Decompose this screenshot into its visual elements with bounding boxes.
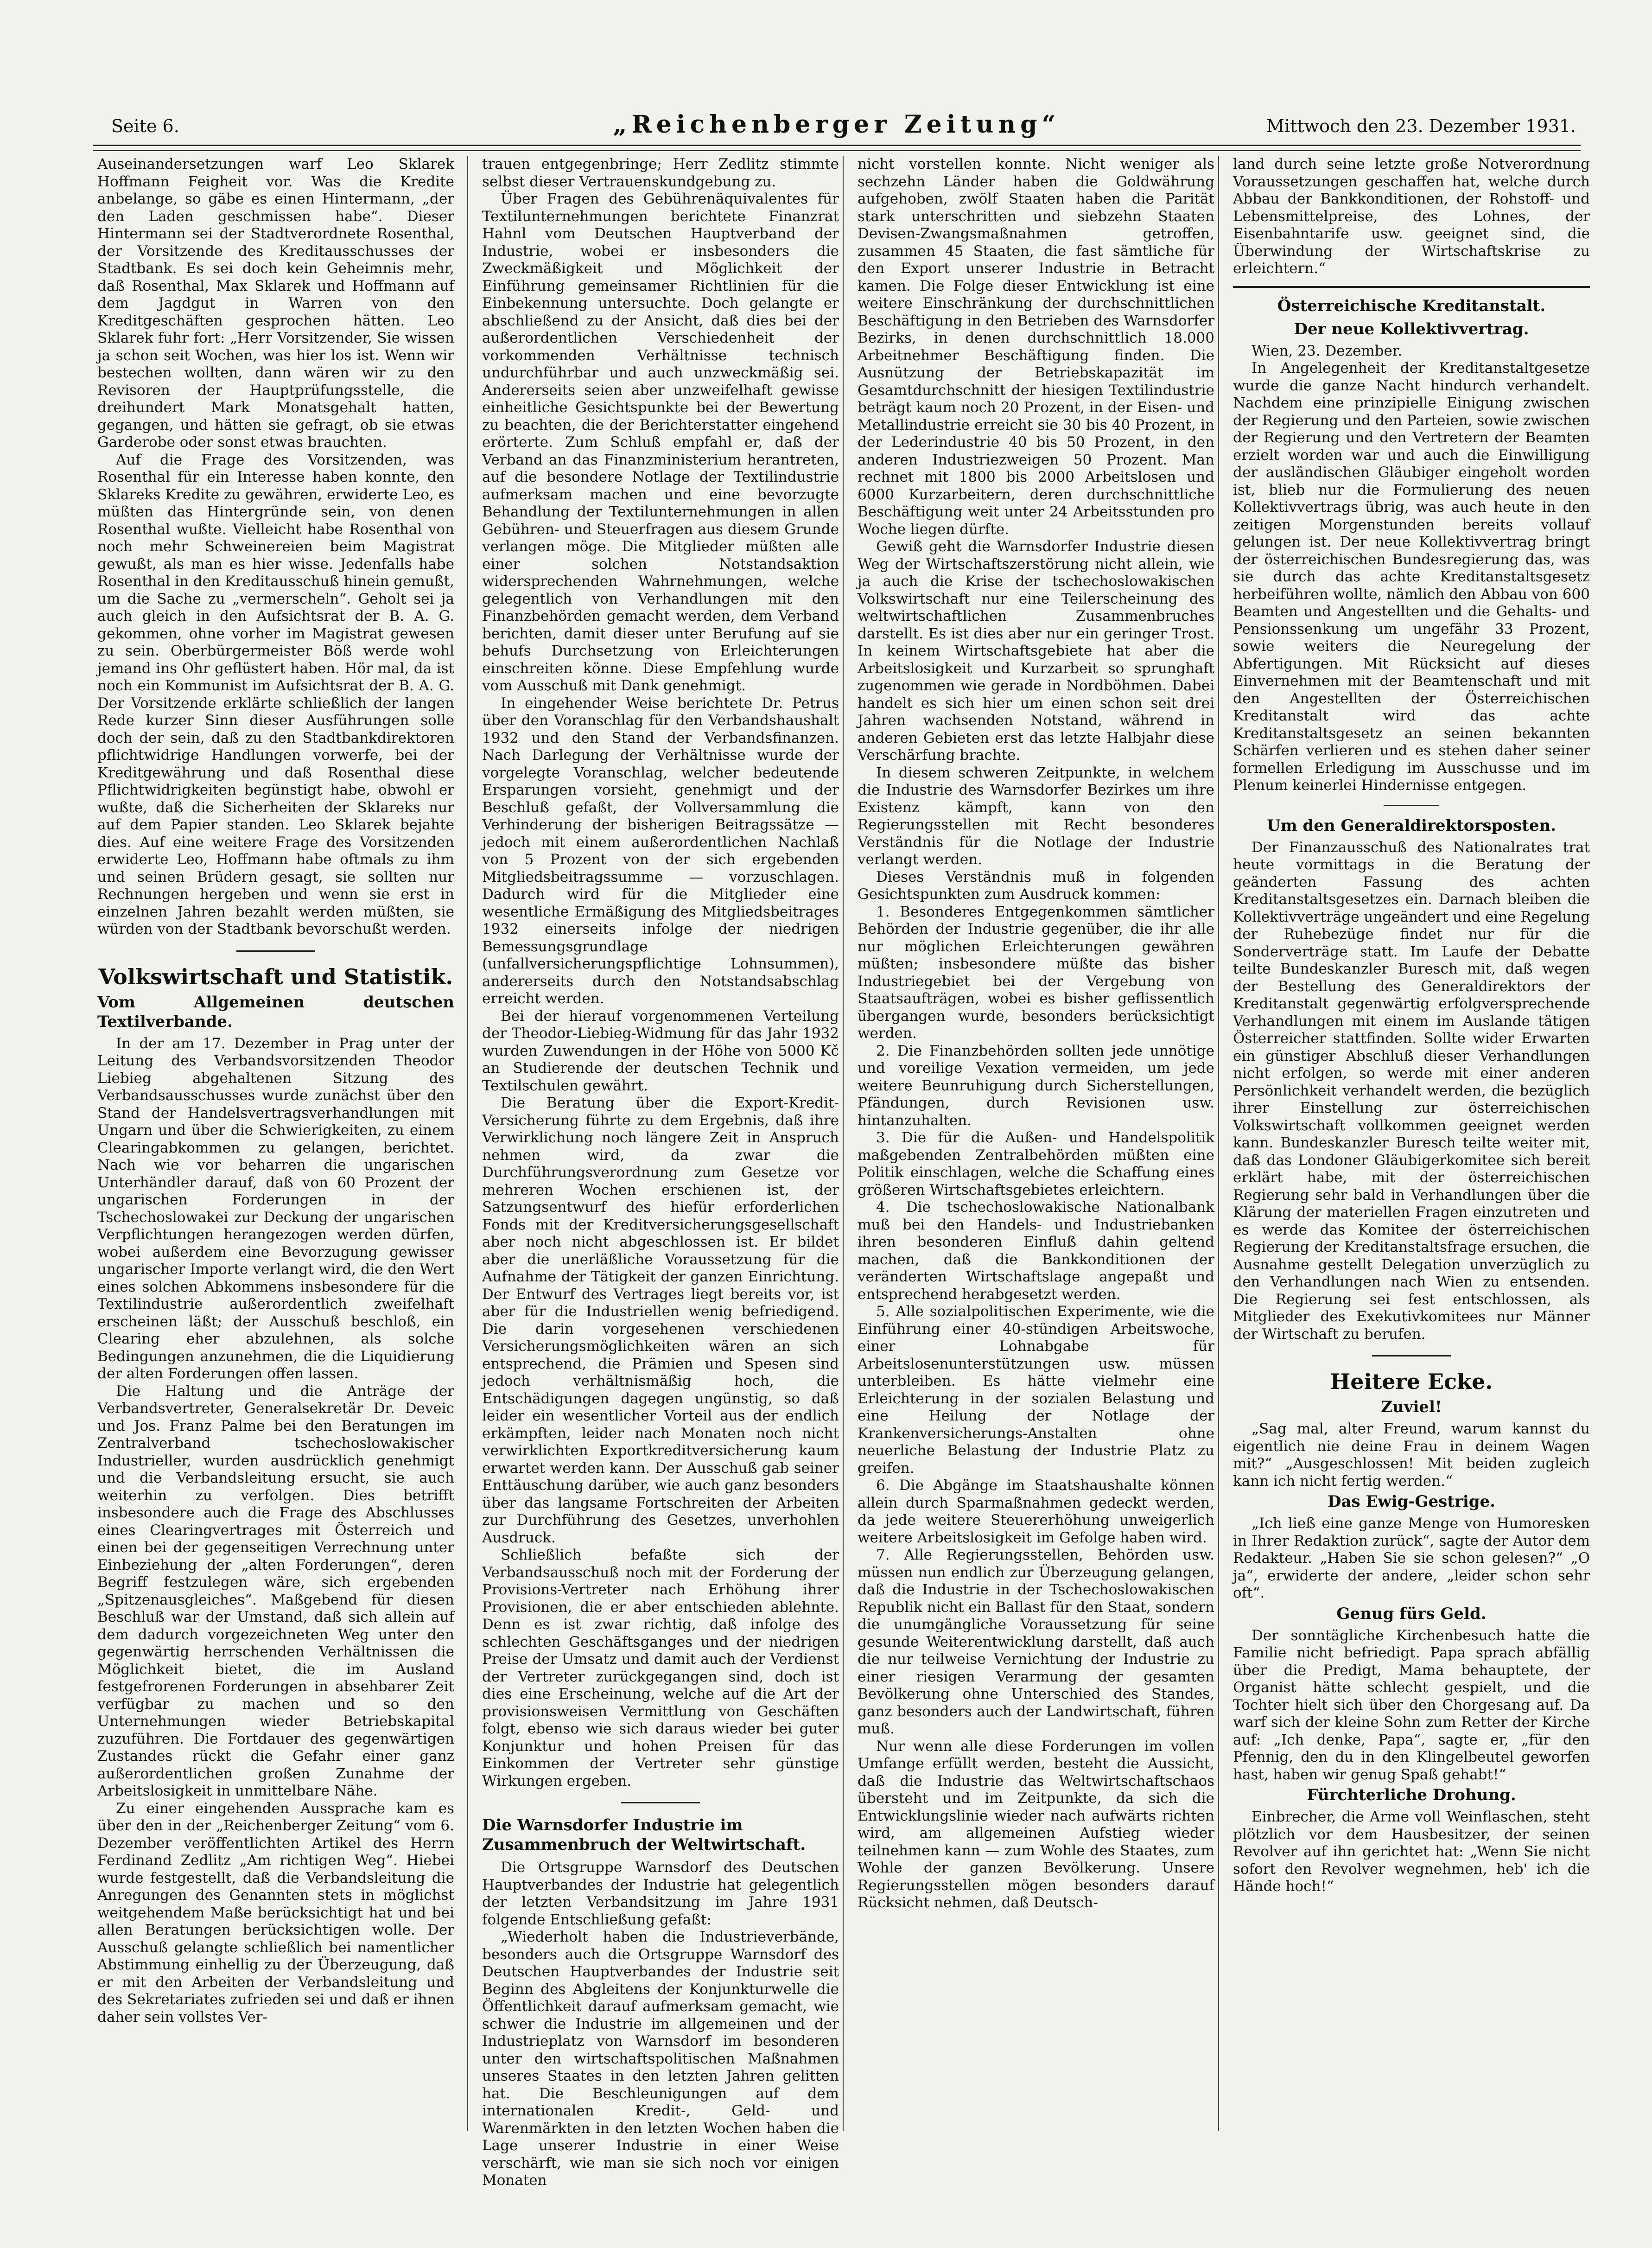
anecdote-title: Das Ewig-Gestrige. <box>1327 1492 1496 1511</box>
anecdote-text: „Ich ließ eine ganze Menge von Humoresken in Ihrer Redaktion zurück“, sagte der Autor dem Redakteur. „Haben Sie sie schon gelesen?“ „O ja“, erwiderte der andere, „leider schon sehr oft“. <box>1233 1515 1590 1601</box>
column-4 <box>1233 156 1590 2135</box>
list-item: 5. Alle sozialpolitischen Experimente, wie die Einführung einer 40-stündigen Arbeitswoche, einer Lohnabgabe für Arbeitslosenunterstützungen usw. müssen unterbleiben. Es hätte vielmehr eine Erleichterung in der sozialen Belastung und eine Heilung der Notlage der Krankenversicherungs-Anstalten ohne neuerliche Belastung der Industrie Platz zu greifen. <box>858 1303 1214 1477</box>
anecdote-title: Zuviel! <box>1381 1398 1442 1416</box>
list-item: 3. Die für die Außen- und Handelspolitik maßgebenden Zentralbehörden müßten eine Politik einschlagen, welche die Schaffung eines größeren Wirtschaftsgebietes erleichtern. <box>858 1129 1214 1198</box>
paragraph: Dieses Verständnis muß in folgenden Gesichtspunkten zum Ausdruck kommen: <box>858 868 1214 903</box>
article-subtitle: Der neue Kollektivvertrag. <box>1294 319 1529 338</box>
paragraph: Über Fragen des Gebührenäquivalentes für Textilunternehmungen berichtete Finanzrat Hahnl vom Deutschen Hauptverband der Industrie, wobei er insbesonders die Zweckmäßigkeit und Möglichkeit der Einführung gemeinsamer Richtlinien für die Einbekennung untersuchte. Doch gelangte er abschließend zu der Ansicht, daß dies bei der außerordentlichen Verschiedenheit der vorkommenden Verhältnisse technisch undurchführbar und auch unzweckmäßig sei. Andererseits seien aber unzweifelhaft gewisse einheitliche Gesichtspunkte bei der Bewertung zu beachten, die der Berichterstatter eingehend erörterte. Zum Schluß empfahl er, daß der Verband an das Finanzministerium herantreten, auf die besondere Notlage der Textilindustrie aufmerksam machen und eine bevorzugte Behandlung der Textilunternehmungen in allen Gebühren- und Steuerfragen aus diesem Grunde verlangen möge. Die Mitglieder müßten alle einer solchen Notstandsaktion widersprechenden Wahrnehmungen, welche gelegentlich von Verhandlungen mit den Finanzbehörden gemacht werden, dem Verband berichten, damit dieser unter Berufung auf sie behufs Durchsetzung von Erleichterungen einschreiten könne. Diese Empfehlung wurde vom Ausschuß mit Dank genehmigt. <box>482 191 839 694</box>
paragraph: Die Haltung und die Anträge der Verbandsvertreter, Generalsekretär Dr. Deveic und Jos. Franz Palme bei den Beratungen im Zentralverband tschechoslowakischer Industrieller, wurden ausdrücklich genehmigt und die Verbandsleitung ersucht, sie auch weiterhin zu verfolgen. Dies betrifft insbesondere auch die Frage des Abschlusses eines Clearingvertrages mit Österreich und einen bei der gegenseitigen Verrechnung unter Einbeziehung der „alten Forderungen“, deren Begriff festzulegen wäre, sich ergebenden „Spitzenausgleiches“. Maßgebend für diesen Beschluß war der Umstand, daß sich allein auf dem dadurch vorgezeichneten Weg unter den gegenwärtig herrschenden Verhältnissen die Möglichkeit bietet, die im Ausland festgefrorenen Forderungen in absehbarer Zeit verfügbar zu machen und so den Unternehmungen wieder Betriebskapital zuzuführen. Die Fortdauer des gegenwärtigen Zustandes rückt die Gefahr einer ganz außerordentlichen großen Zunahme der Arbeitslosigkeit in unmittelbare Nähe. <box>97 1382 454 1799</box>
paragraph: Auf die Frage des Vorsitzenden, was Rosenthal für ein Interesse haben konnte, den Sklareks Kredite zu gewähren, erwiderte Leo, es müßten das Hintergründe sein, von denen Rosenthal wußte. Vielleicht habe Rosenthal von noch mehr Schweinereien beim Magistrat gewußt, als man es hier wisse. Jedenfalls habe Rosenthal in den Kreditausschuß hinein gemußt, um die Sache zu „vermerscheln“. Geholt sei ja auch gleich in den Aufsichtsrat der B. A. G. gekommen, ohne vorher im Magistrat gewesen zu sein. Oberbürgermeister Böß werde wohl jemand ins Ohr geflüstert haben. Hör mal, da ist noch ein Kommunist im Aufsichtsrat der B. A. G. Der Vorsitzende erklärte schließlich der langen Rede kurzer Sinn dieser Ausführungen solle doch der sein, daß zu den Stadtbankdirektoren pflichtwidrige Handlungen vorwerfe, bei der Kreditgewährung und daß Rosenthal diese Pflichtwidrigkeiten begünstigt habe, obwohl er wußte, daß die Sicherheiten der Sklareks nur auf dem Papier standen. Leo Sklarek bejahte dies. Auf eine weitere Frage des Vorsitzenden erwiderte Leo, Hoffmann habe oftmals zu ihm und seinen Brüdern gesagt, sie sollten nur Rechnungen hergeben und wenn sie erst in einzelnen Jahren bezahlt werden müßten, sie würden von der Stadtbank bevorschußt werden. <box>97 451 454 937</box>
dateline: Wien, 23. Dezember. <box>1252 342 1403 359</box>
article-title: Um den Generaldirektorsposten. <box>1266 816 1557 835</box>
anecdote-title: Genug fürs Geld. <box>1336 1604 1487 1623</box>
paragraph: In eingehender Weise berichtete Dr. Petrus über den Voranschlag für den Verbandshaushalt 1932 und den Stand der Verbandsfinanzen. Nach Darlegung der Verhältnisse wurde der vorgelegte Voranschlag, welcher bedeutende Ersparungen vorsieht, genehmigt und der Beschluß gefaßt, der Vollversammlung die Verhinderung der bisherigen Beitragssätze — jedoch mit einem außerordentlichen Nachlaß von 5 Prozent von der sich ergebenden Mitgliedsbeitragssumme — vorzuschlagen. Dadurch wird für die Mitglieder eine wesentliche Ermäßigung des Mitgliedsbeitrages 1932 einerseits infolge der niedrigen Bemessungsgrundlage (unfallversicherungspflichtige Lohnsummen), andererseits durch den Notstandsabschlag erreicht werden. <box>482 694 839 1007</box>
issue-date: Mittwoch den 23. Dezember 1931. <box>1266 116 1576 136</box>
separator-rule <box>1372 1355 1451 1356</box>
column-3 <box>858 156 1214 2135</box>
list-item: 1. Besonderes Entgegenkommen sämtlicher Behörden der Industrie gegenüber, die ihr alle nur möglichen Erleichterungen gewähren müßten; insbesondere müßte das bisher Industriegebiet bei der Vergebung von Staatsaufträgen, wobei es bisher geflissentlich übergangen wurde, besonders berücksichtigt werden. <box>858 903 1214 1042</box>
paragraph: Der Finanzausschuß des Nationalrates trat heute vormittags in die Beratung der geänderten Fassung des achten Kreditanstaltsgesetzes ein. Darnach bleiben die Kollektivverträge ungeändert und eine Regelung der Ruhebezüge findet nur für die Sonderverträge statt. Im Laufe der Debatte teilte Bundeskanzler Buresch mit, daß wegen der Bestellung des Generaldirektors der Kreditanstalt gegenwärtig erfolgversprechende Verhandlungen mit einem im Auslande tätigen Österreicher stattfinden. Sollte wider Erwarten ein günstiger Abschluß dieser Verhandlungen nicht erfolgen, so werde mit einer anderen Persönlichkeit verhandelt werden, die bezüglich ihrer Einstellung zur österreichischen Volkswirtschaft vollkommen geeignet werden kann. Bundeskanzler Buresch teilte weiter mit, daß das Londoner Gläubigerkomitee sich bereit erklärt habe, mit der österreichischen Regierung sehr bald in Verhandlungen über die Klärung der materiellen Fragen einzutreten und es werde das Komitee der österreichischen Regierung der Kreditanstaltsfrage ersuchen, die Ausnahme gestellt Delegation unverzüglich zu den Verhandlungen nach Wien zu entsenden. Die Regierung sei fest entschlossen, als Mitglieder des Exekutivkomitees nur Männer der Wirtschaft zu berufen. <box>1233 839 1590 1343</box>
article-title: Österreichische Kreditanstalt. <box>1277 296 1546 315</box>
paragraph: land durch seine letzte große Notverordnung Voraussetzungen geschaffen hat, welche durch Abbau der Bankkonditionen, der Rohstoff- und Lebensmittelpreise, des Lohnes, der Eisenbahntarife usw. geeignet sind, die Überwindung der Wirtschaftskrise zu erleichtern.“ <box>1233 156 1590 277</box>
section-title: Volkswirtschaft und Statistik. <box>98 964 453 989</box>
separator-rule <box>1384 805 1439 806</box>
paragraph: In diesem schweren Zeitpunkte, in welchem die Industrie des Warnsdorfer Bezirkes um ihre Existenz kämpft, kann von den Regierungsstellen mit Recht besonderes Verständnis für die Notlage der Industrie verlangt werden. <box>858 764 1214 868</box>
list-item: 7. Alle Regierungsstellen, Behörden usw. müssen nun endlich zur Überzeugung gelangen, daß die Industrie in der Tschechoslowakischen Republik nicht ein Ballast für den Staat, sondern die unumgängliche Voraussetzung für seine gesunde Weiterentwicklung darstellt, daß auch die nur teilweise Vernichtung der Industrie zu einer riesigen Verarmung der gesamten Bevölkerung ohne Unterschied des Standes, ganz besonders auch der Landwirtschaft, führen muß. <box>858 1547 1214 1737</box>
paragraph: Schließlich befaßte sich der Verbandsausschuß noch mit der Forderung der Provisions-Vertreter nach Erhöhung ihrer Provisionen, die er aber entschieden ablehnte. Denn es ist zwar richtig, daß infolge des schlechten Geschäftsganges und der niedrigen Preise der Umsatz und damit auch der Verdienst der Vertreter zurückgegangen sind, doch ist dies eine Erscheinung, welche auf die Art der provisionsweisen Vermittlung von Geschäften folgt, ebenso wie sich daraus wieder bei guter Konjunktur und hohen Preisen für das Einkommen der Vertreter sehr günstige Wirkungen ergeben. <box>482 1547 839 1789</box>
paragraph: trauen entgegenbringe; Herr Zedlitz stimmte selbst dieser Vertrauenskundgebung zu. <box>482 156 839 190</box>
list-item: 4. Die tschechoslowakische Nationalbank muß bei den Handels- und Industriebanken ihren besonderen Einfluß dahin geltend machen, daß die Bankkonditionen der veränderten Wirtschaftslage angepaßt und entsprechend herabgesetzt werden. <box>858 1199 1214 1303</box>
column-2 <box>482 156 839 2189</box>
paragraph: Auseinandersetzungen warf Leo Sklarek Hoffmann Feigheit vor. Was die Kredite anbelange, so gäbe es einen Hintermann, „der den Laden geschmissen habe“. Dieser Hintermann sei der Stadtverordnete Rosenthal, der Vorsitzende des Kreditausschusses der Stadtbank. Es sei doch kein Geheimnis mehr, daß Rosenthal, Max Sklarek und Hoffmann auf dem Jagdgut in Warren von den Kreditgeschäften gesprochen hätten. Leo Sklarek fuhr fort: „Herr Vorsitzender, Sie wissen ja schon seit Wochen, was hier los ist. Wenn wir bestechen wollten, dann wären wir zu den Revisoren der Hauptprüfungsstelle, die dreihundert Mark Monatsgehalt hatten, gegangen, und hätten sie gefragt, ob sie etwas Garderobe oder sonst etwas brauchten. <box>97 156 454 451</box>
paragraph: Die Beratung über die Export-Kredit-Versicherung führte zu dem Ergebnis, daß ihre Verwirklichung noch längere Zeit in Anspruch nehmen wird, da zwar die Durchführungsverordnung zum Gesetze vor mehreren Wochen erschienen ist, der Satzungsentwurf des hiefür erforderlichen Fonds mit der Kreditversicherungsgesellschaft aber noch nicht abgeschlossen ist. Er bildet aber die unerläßliche Voraussetzung für die Aufnahme der Tätigkeit der ganzen Einrichtung. Der Entwurf des Vertrages liegt bereits vor, ist aber für die Industriellen wenig befriedigend. Die darin vorgesehenen verschiedenen Versicherungsmöglichkeiten wären an sich entsprechend, die Prämien und Spesen sind jedoch verhältnismäßig hoch, die Entschädigungen dagegen ungünstig, so daß leider ein wesentlicher Vorteil aus der endlich erkämpften, leider nach Monaten noch nicht verwirklichten Exportkreditversicherung kaum erwartet werden kann. Der Ausschuß gab seiner Enttäuschung darüber, wie auch ganz besonders über das langsame Fortschreiten der Arbeiten zur Durchführung des Gesetzes, unverhohlen Ausdruck. <box>482 1095 839 1546</box>
paragraph: Bei der hierauf vorgenommenen Verteilung der Theodor-Liebieg-Widmung für das Jahr 1932 wurden Zuwendungen in der Höhe von 5000 Kč an Studierende der deutschen Technik und Textilschulen gewährt. <box>482 1007 839 1094</box>
article-title: Vom Allgemeinen deutschen Textilverbande. <box>97 993 454 1031</box>
page-header <box>93 108 1581 140</box>
paragraph: Zu einer eingehenden Aussprache kam es über den in der „Reichenberger Zeitung“ vom 6. Dezember veröffentlichten Artikel des Herrn Ferdinand Zedlitz „Am richtigen Weg“. Hiebei wurde festgestellt, daß die Verbandsleitung die Anregungen des Genannten stets in möglichst weitgehendem Maße berücksichtigt hat und bei allen Beratungen berücksichtigen wolle. Der Ausschuß gelangte schließlich bei namentlicher Abstimmung einhellig zu der Überzeugung, daß er mit den Arbeiten der Verbandsleitung und des Sekretariates zufrieden sei und daß er ihnen daher sein vollstes Ver- <box>97 1800 454 2025</box>
paragraph: In Angelegenheit der Kreditanstaltgesetze wurde die ganze Nacht hindurch verhandelt. Nachdem eine prinzipielle Einigung zwischen der Regierung und den Parteien, sowie zwischen der Regierung und den Vertretern der Beamten erzielt worden war und auch die Einwilligung der ausländischen Gläubiger eingeholt worden ist, blieb nur die Formulierung des neuen Kollektivvertrags übrig, was auch heute in den zeitigen Morgenstunden bereits vollauf gelungen ist. Der neue Kollektivvertrag bringt der österreichischen Bundesregierung das, was sie durch das achte Kreditanstaltsgesetz herbeiführen wollte, nämlich den Abbau von 600 Beamten und Angestellten und die Gehalts- und Pensionssenkung um ungefähr 33 Prozent, sowie weiters die Neuregelung der Abfertigungen. Mit Rücksicht auf dieses Einvernehmen mit der Beamtenschaft und mit den Angestellten der Österreichischen Kreditanstalt wird das achte Kreditanstaltsgesetz an seinen bekannten Schärfen verlieren und es stehen daher seiner formellen Erledigung im Ausschusse und im Plenum keinerlei Hindernisse entgegen. <box>1233 360 1590 794</box>
list-item: 6. Die Abgänge im Staatshaushalte können allein durch Sparmaßnahmen gedeckt werden, da jede weitere Steuererhöhung unweigerlich weitere Arbeitslosigkeit im Gefolge haben wird. <box>858 1477 1214 1546</box>
anecdote-text: Einbrecher, die Arme voll Weinflaschen, steht plötzlich vor dem Hausbesitzer, der seinen Revolver auf ihn gerichtet hat: „Wenn Sie nicht sofort den Revolver wegnehmen, heb' ich die Hände hoch!“ <box>1233 1809 1590 1895</box>
anecdote-title: Fürchterliche Drohung. <box>1307 1786 1516 1804</box>
paragraph: Nur wenn alle diese Forderungen im vollen Umfange erfüllt werden, besteht die Aussicht, daß die Industrie das Weltwirtschaftschaos übersteht und im Zeitpunkte, da sich die Entwicklungslinie wieder nach aufwärts richten wird, am allgemeinen Aufstieg wieder teilnehmen kann — zum Wohle des Staates, zum Wohle der ganzen Bevölkerung. Unsere Regierungsstellen mögen besonders darauf Rücksicht nehmen, daß Deutsch- <box>858 1738 1214 1911</box>
paragraph: „Wiederholt haben die Industrieverbände, besonders auch die Ortsgruppe Warnsdorf des Deutschen Hauptverbandes der Industrie seit Beginn des Abgleitens der Konjunkturwelle die Öffentlichkeit darauf aufmerksam gemacht, wie schwer die Industrie im allgemeinen und der Industrieplatz von Warnsdorf im besonderen unter den wirtschaftspolitischen Maßnahmen unseres Staates in den letzten Jahren gelitten hat. Die Beschleunigungen auf dem internationalen Kredit-, Geld- und Warenmärkten in den letzten Wochen haben die Lage unserer Industrie in einer Weise verschärft, wie man sie sich noch vor einigen Monaten <box>482 1929 839 2189</box>
section-title: Heitere Ecke. <box>1330 1369 1493 1394</box>
page-number: Seite 6. <box>111 116 179 136</box>
anecdote-text: Der sonntägliche Kirchenbesuch hatte die Familie nicht befriedigt. Papa sprach abfällig über die Predigt, Mama behauptete, der Organist hätte schlecht gespielt, und die Tochter hielt sich über den Chorgesang auf. Da warf sich der kleine Sohn zum Retter der Kirche auf: „Ich denke, Papa“, sagte er, „für den Pfennig, den du in den Klingelbeutel geworfen hast, haben wir genug Spaß gehabt!“ <box>1233 1627 1590 1783</box>
column-divider <box>1218 156 1219 2131</box>
paragraph: Gewiß geht die Warnsdorfer Industrie diesen Weg der Wirtschaftszerstörung nicht allein, wie ja auch die Krise der tschechoslowakischen Volkswirtschaft nur eine Teilerscheinung des weltwirtschaftlichen Zusammenbruches darstellt. Es ist dies aber nur ein geringer Trost. In keinem Wirtschaftsgebiete hat aber die Arbeitslosigkeit und Kurzarbeit so sprunghaft zugenommen wie gerade in Nordböhmen. Dabei handelt es sich hier um einen schon seit drei Jahren wachsenden Notstand, während in anderen Gebieten erst das letzte Halbjahr diese Verschärfung brachte. <box>858 538 1214 764</box>
paragraph: nicht vorstellen konnte. Nicht weniger als sechzehn Länder haben die Goldwährung aufgehoben, zwölf Staaten haben die Parität stark unterschritten und siebzehn Staaten Devisen-Zwangsmaßnahmen getroffen, zusammen 45 Staaten, die fast sämtliche für den Export unserer Industrie in Betracht kamen. Die Folge dieser Entwicklung ist eine weitere Einschränkung der durchschnittlichen Beschäftigung in den Betrieben des Warnsdorfer Bezirks, in denen durchschnittlich 18.000 Arbeitnehmer Beschäftigung finden. Die Ausnützung der Betriebskapazität im Gesamtdurchschnitt der hiesigen Textilindustrie beträgt kaum noch 20 Prozent, in der Eisen- und Metallindustrie erreicht sie 30 bis 40 Prozent, in der Lederindustrie 40 bis 50 Prozent, in den anderen Industriezweigen 50 Prozent. Man rechnet mit 1800 bis 2000 Arbeitslosen und 6000 Kurzarbeitern, deren durchschnittliche Beschäftigung weit unter 24 Arbeitsstunden pro Woche liegen dürfte. <box>858 156 1214 538</box>
anecdote-text: „Sag mal, alter Freund, warum kannst du eigentlich nie deine Frau in deinem Wagen mit?“ „Ausgeschlossen! Mit beiden zugleich kann ich nicht fertig werden.“ <box>1233 1420 1590 1490</box>
column-divider <box>843 156 844 2131</box>
separator-rule <box>236 950 315 952</box>
article-title: Die Warnsdorfer Industrie im Zusammenbruch der Weltwirtschaft. <box>482 1816 806 1854</box>
column-1 <box>97 156 454 2135</box>
list-item: 2. Die Finanzbehörden sollten jede unnötige und voreilige Vexation vermeiden, um jede weitere Beunruhigung durch Sicherstellungen, Pfändungen, durch Revisionen usw. hintanzuhalten. <box>858 1042 1214 1129</box>
newspaper-title: „Reichenberger Zeitung“ <box>613 110 1061 139</box>
separator-rule <box>1233 286 1590 288</box>
header-rule <box>93 145 1581 151</box>
paragraph: In der am 17. Dezember in Prag unter der Leitung des Verbandsvorsitzenden Theodor Liebieg abgehaltenen Sitzung des Verbandsausschusses wurde zunächst über den Stand der Handelsvertragsverhandlungen mit Ungarn und über die Schwierigkeiten, zu einem Clearingabkommen zu gelangen, berichtet. Nach wie vor beharren die ungarischen Unterhändler darauf, daß von 60 Prozent der ungarischen Forderungen in der Tschechoslowakei zur Deckung der ungarischen Verpflichtungen herangezogen werden dürfen, wobei außerdem eine Bevorzugung gewisser ungarischer Importe verlangt wird, die den Wert eines solchen Abkommens insbesondere für die Textilindustrie außerordentlich zweifelhaft erscheinen läßt; der Ausschuß beschloß, ein Clearing eher abzulehnen, als solche Bedingungen anzunehmen, die die Liquidierung der alten Forderungen offen lassen. <box>97 1035 454 1382</box>
separator-rule <box>621 1802 700 1803</box>
column-divider <box>467 156 468 2131</box>
paragraph: Die Ortsgruppe Warnsdorf des Deutschen Hauptverbandes der Industrie hat gelegentlich der letzten Verbandsitzung im Jahre 1931 folgende Entschließung gefaßt: <box>482 1859 839 1928</box>
